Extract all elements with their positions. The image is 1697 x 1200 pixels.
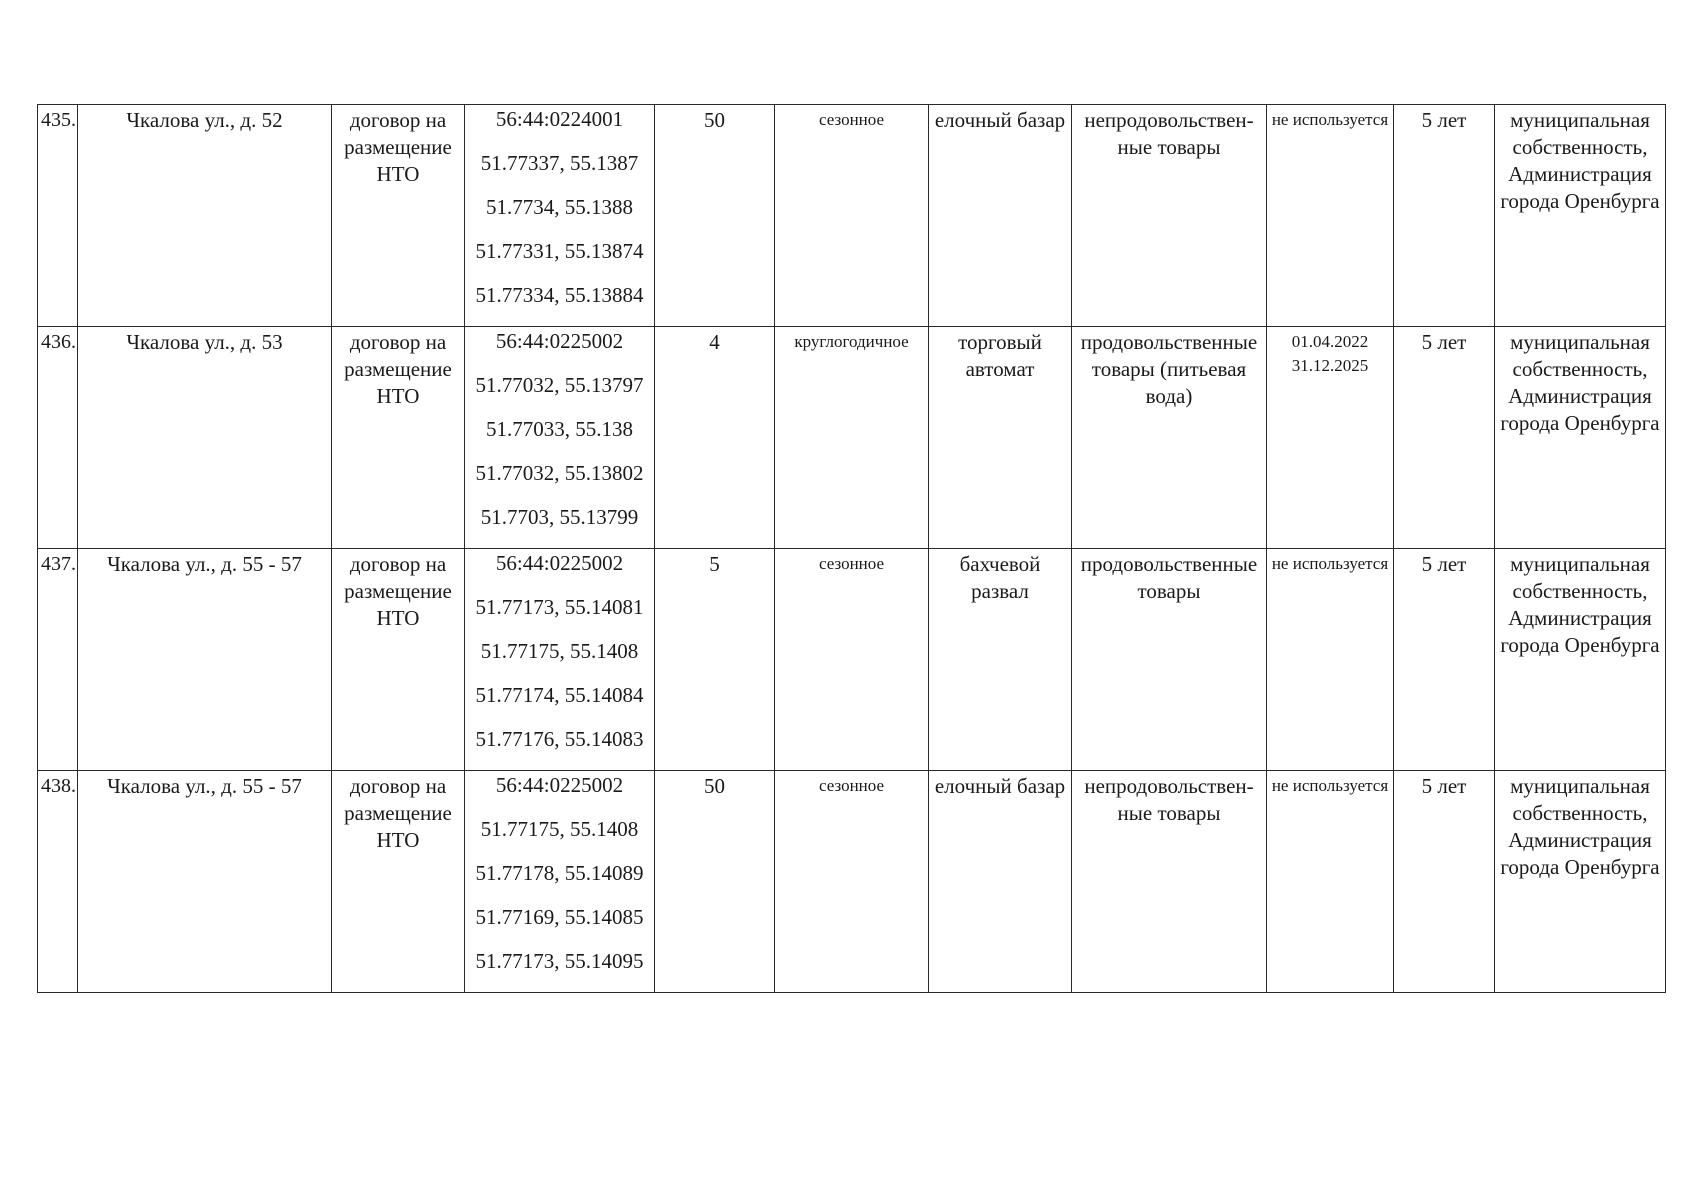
coordinate-pair: 51.77032, 55.13797 xyxy=(475,373,644,397)
object-type-cell-text: бахчевой развал xyxy=(959,552,1041,603)
usage-cell xyxy=(1267,549,1394,771)
term-cell xyxy=(1394,105,1495,327)
row-number-cell xyxy=(38,327,78,549)
row-number-cell-text: 438. xyxy=(41,775,76,797)
cadastral-number: 56:44:0225002 xyxy=(495,551,624,575)
owner-cell-text: муниципальная собственность, Администрация города Оренбурга xyxy=(1500,108,1660,213)
object-type-cell-text: торговый автомат xyxy=(958,330,1042,381)
basis-cell-text: договор на размещение НТО xyxy=(344,774,452,852)
address-cell xyxy=(78,105,332,327)
row-number-cell xyxy=(38,771,78,993)
term-cell xyxy=(1394,549,1495,771)
address-cell xyxy=(78,549,332,771)
object-type-cell-text: елочный базар xyxy=(934,774,1066,798)
basis-cell xyxy=(332,771,465,993)
object-type-cell xyxy=(929,549,1072,771)
object-type-cell xyxy=(929,105,1072,327)
owner-cell-text: муниципальная собственность, Администрация города Оренбурга xyxy=(1500,552,1660,657)
coordinate-pair: 51.77175, 55.1408 xyxy=(480,817,639,841)
term-cell-text: 5 лет xyxy=(1421,552,1467,576)
goods-cell-text: непродовольствен-ные товары xyxy=(1084,774,1254,825)
address-cell-text: Чкалова ул., д. 55 - 57 xyxy=(107,552,302,576)
coordinate-pair: 51.77331, 55.13874 xyxy=(475,239,644,263)
cadastral-cell xyxy=(465,771,655,993)
goods-cell xyxy=(1072,327,1267,549)
coordinate-pair: 51.77334, 55.13884 xyxy=(475,283,644,307)
table-row xyxy=(38,771,1666,993)
address-cell-text: Чкалова ул., д. 52 xyxy=(126,108,283,132)
coordinate-pair: 51.77174, 55.14084 xyxy=(475,683,644,707)
usage-cell-text: 01.04.2022 31.12.2025 xyxy=(1291,332,1369,375)
area-cell-text: 5 xyxy=(709,552,720,576)
basis-cell-text: договор на размещение НТО xyxy=(344,330,452,408)
term-cell xyxy=(1394,327,1495,549)
coordinate-pair: 51.7703, 55.13799 xyxy=(480,505,639,529)
goods-cell xyxy=(1072,549,1267,771)
goods-cell xyxy=(1072,105,1267,327)
object-type-cell xyxy=(929,771,1072,993)
object-type-cell-text: елочный базар xyxy=(934,108,1066,132)
owner-cell xyxy=(1495,771,1666,993)
table-row xyxy=(38,327,1666,549)
cadastral-number: 56:44:0225002 xyxy=(495,773,624,797)
term-cell-text: 5 лет xyxy=(1421,330,1467,354)
cadastral-number: 56:44:0224001 xyxy=(495,107,624,131)
period-cell xyxy=(775,327,929,549)
goods-cell-text: продовольственные товары (питьевая вода) xyxy=(1080,330,1258,408)
area-cell-text: 50 xyxy=(704,774,725,798)
address-cell xyxy=(78,327,332,549)
coordinate-pair: 51.7734, 55.1388 xyxy=(486,195,633,219)
address-cell xyxy=(78,771,332,993)
period-cell xyxy=(775,771,929,993)
nto-placement-table xyxy=(37,104,1666,993)
area-cell-text: 50 xyxy=(704,108,725,132)
coordinate-pair: 51.77178, 55.14089 xyxy=(475,861,644,885)
owner-cell xyxy=(1495,105,1666,327)
basis-cell xyxy=(332,327,465,549)
usage-cell-text: не используется xyxy=(1271,110,1389,129)
table-body xyxy=(38,105,1666,993)
goods-cell-text: непродовольствен-ные товары xyxy=(1084,108,1254,159)
period-cell-text: сезонное xyxy=(818,554,885,573)
owner-cell-text: муниципальная собственность, Администрация города Оренбурга xyxy=(1500,330,1660,435)
cadastral-number: 56:44:0225002 xyxy=(495,329,624,353)
cadastral-cell xyxy=(465,105,655,327)
area-cell xyxy=(655,105,775,327)
term-cell-text: 5 лет xyxy=(1421,774,1467,798)
period-cell-text: сезонное xyxy=(818,776,885,795)
goods-cell xyxy=(1072,771,1267,993)
cadastral-cell xyxy=(465,327,655,549)
row-number-cell-text: 435. xyxy=(41,109,76,131)
area-cell xyxy=(655,771,775,993)
usage-cell-text: не используется xyxy=(1271,554,1389,573)
row-number-cell xyxy=(38,549,78,771)
object-type-cell xyxy=(929,327,1072,549)
coordinate-pair: 51.77175, 55.1408 xyxy=(480,639,639,663)
coordinate-pair: 51.77032, 55.13802 xyxy=(475,461,644,485)
usage-cell xyxy=(1267,327,1394,549)
goods-cell-text: продовольственные товары xyxy=(1080,552,1258,603)
owner-cell xyxy=(1495,549,1666,771)
period-cell-text: круглогодичное xyxy=(794,332,909,351)
basis-cell-text: договор на размещение НТО xyxy=(344,108,452,186)
coordinate-pair: 51.77337, 55.1387 xyxy=(480,151,639,175)
period-cell-text: сезонное xyxy=(818,110,885,129)
basis-cell-text: договор на размещение НТО xyxy=(344,552,452,630)
coordinate-pair: 51.77169, 55.14085 xyxy=(475,905,644,929)
term-cell-text: 5 лет xyxy=(1421,108,1467,132)
area-cell xyxy=(655,549,775,771)
coordinate-pair: 51.77173, 55.14081 xyxy=(475,595,644,619)
basis-cell xyxy=(332,105,465,327)
period-cell xyxy=(775,549,929,771)
table-row xyxy=(38,105,1666,327)
coordinate-pair: 51.77176, 55.14083 xyxy=(475,727,644,751)
owner-cell-text: муниципальная собственность, Администрация города Оренбурга xyxy=(1500,774,1660,879)
cadastral-cell xyxy=(465,549,655,771)
term-cell xyxy=(1394,771,1495,993)
coordinate-pair: 51.77033, 55.138 xyxy=(486,417,633,441)
coordinate-pair: 51.77173, 55.14095 xyxy=(475,949,644,973)
row-number-cell-text: 436. xyxy=(41,331,76,353)
table-row xyxy=(38,549,1666,771)
row-number-cell-text: 437. xyxy=(41,553,76,575)
usage-cell xyxy=(1267,105,1394,327)
row-number-cell xyxy=(38,105,78,327)
period-cell xyxy=(775,105,929,327)
address-cell-text: Чкалова ул., д. 55 - 57 xyxy=(107,774,302,798)
address-cell-text: Чкалова ул., д. 53 xyxy=(126,330,283,354)
area-cell-text: 4 xyxy=(709,330,720,354)
usage-cell-text: не используется xyxy=(1271,776,1389,795)
owner-cell xyxy=(1495,327,1666,549)
area-cell xyxy=(655,327,775,549)
basis-cell xyxy=(332,549,465,771)
usage-cell xyxy=(1267,771,1394,993)
